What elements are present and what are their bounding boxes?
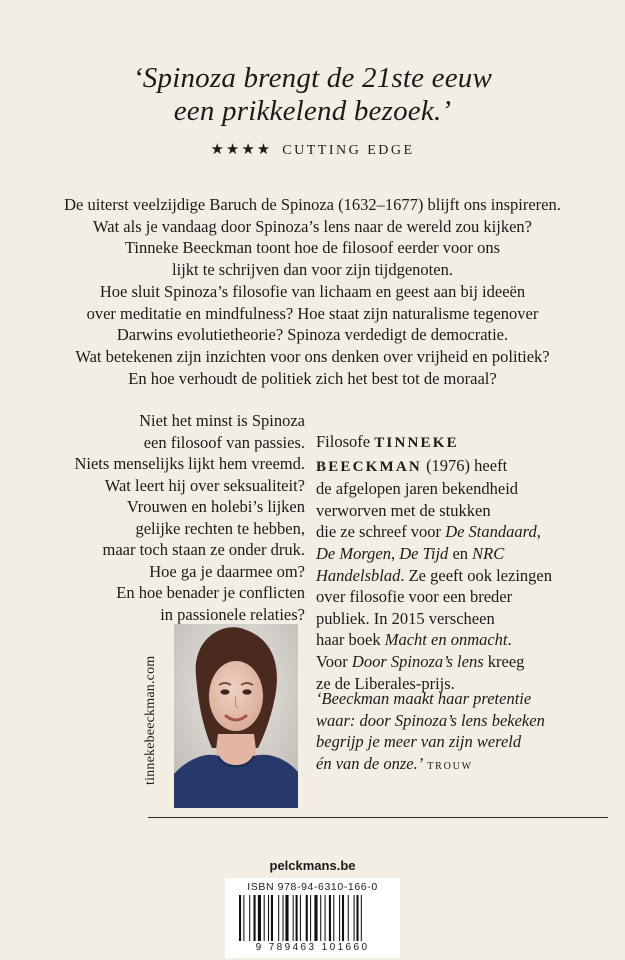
bio-line: de afgelopen jaren bekendheid	[316, 479, 519, 499]
barcode-bar	[354, 895, 355, 941]
bio-text: die ze schreef voor	[316, 522, 446, 542]
author-bio	[316, 431, 616, 694]
bio-text: ,	[391, 543, 400, 563]
book-title: Door Spinoza’s lens	[351, 651, 484, 671]
photo-credit: tinnekebeeckman.com	[143, 655, 158, 785]
barcode-bar	[333, 895, 334, 941]
front-quote-line: ‘Spinoza brengt de 21ste eeuw	[132, 62, 493, 94]
review-quote-line: ‘Beeckman maakt haar pretentie	[316, 689, 532, 708]
newspaper-title: De Morgen	[316, 543, 391, 563]
passions-line: Niets menselijks lijkt hem vreemd.	[74, 454, 305, 473]
newspaper-title: De Standaard	[445, 522, 537, 542]
rating	[0, 140, 625, 159]
bio-text: (1976) heeft	[421, 455, 508, 475]
book-title: Macht en onmacht	[384, 630, 508, 650]
barcode-bar	[348, 895, 349, 941]
barcode-bar	[254, 895, 256, 941]
author-first-name: TINNEKE	[374, 435, 459, 451]
barcode-panel	[225, 878, 400, 958]
barcode-bar	[320, 895, 321, 941]
bio-text: ,	[536, 522, 541, 542]
divider-line	[148, 817, 608, 818]
bio-line	[316, 455, 616, 479]
bio-line: ze de Liberales-prijs.	[316, 673, 455, 693]
author-photo	[174, 624, 298, 808]
review-source: TROUW	[427, 760, 473, 772]
intro-line: lijkt te schrijven dan voor zijn tijdgenoten.	[172, 260, 453, 280]
barcode-bar	[300, 895, 301, 941]
passions-line: En hoe benader je conflicten	[116, 583, 305, 602]
bio-line	[316, 431, 616, 455]
publisher-website: pelckmans.be	[269, 858, 356, 873]
barcode-bar	[249, 895, 250, 941]
bio-text: Filosofe	[316, 432, 375, 451]
front-quote-line: een prikkelend bezoek.’	[173, 95, 452, 127]
bio-line: verworven met de stukken	[316, 500, 491, 520]
intro-line: Wat betekenen zijn inzichten voor ons denken over vrijheid en politiek?	[75, 346, 550, 366]
bio-line	[316, 629, 616, 651]
intro-line: Hoe sluit Spinoza’s filosofie van lichaam en geest aan bij ideeën	[99, 281, 526, 301]
author-last-name: BEECKMAN	[316, 458, 422, 475]
bio-line	[316, 543, 616, 565]
barcode-bar	[339, 895, 340, 941]
barcode-bar	[283, 895, 284, 941]
star-rating-icons: ★★★★	[210, 140, 273, 158]
intro-paragraph	[0, 194, 625, 389]
bio-text: haar boek	[316, 630, 385, 650]
barcode-bar	[271, 895, 273, 941]
intro-line: Wat als je vandaag door Spinoza’s lens naar de wereld zou kijken?	[93, 216, 532, 236]
passions-line: in passionele relaties?	[160, 604, 305, 624]
barcode-bar	[325, 895, 326, 941]
barcode-bar	[329, 895, 331, 941]
barcode-bar	[342, 895, 344, 941]
passions-line: Wat leert hij over seksualiteit?	[104, 475, 305, 495]
passions-line: maar toch staan ze onder druk.	[102, 540, 305, 559]
isbn-label: ISBN 978-94-6310-166-0	[247, 881, 378, 893]
barcode-bar	[243, 895, 244, 941]
intro-line: De uiterst veelzijdige Baruch de Spinoza (1632–1677) blijft ons inspireren.	[64, 195, 561, 214]
intro-line: En hoe verhoudt de politiek zich het best tot de moraal?	[128, 368, 497, 388]
newspaper-title: NRC	[472, 543, 505, 563]
bio-text: kreeg	[483, 651, 525, 671]
bio-line	[316, 651, 616, 673]
review-quote-text: én van de onze.’	[316, 753, 424, 773]
newspaper-title: Handelsblad	[316, 565, 401, 585]
barcode-digits: 9 789463 101660	[255, 942, 370, 953]
passions-line: gelijke rechten te hebben,	[135, 518, 305, 538]
bio-line	[316, 565, 616, 587]
passions-line: Niet het minst is Spinoza	[139, 411, 305, 430]
bio-line: publiek. In 2015 verscheen	[316, 608, 495, 628]
review-quote-line: waar: door Spinoza’s lens bekeken	[316, 710, 545, 730]
review-quote-line: begrijp je meer van zijn wereld	[316, 732, 522, 751]
front-quote	[0, 62, 625, 128]
bio-text: .	[507, 630, 512, 650]
barcode-bar	[361, 895, 362, 941]
barcode-bar	[296, 895, 298, 941]
author-portrait-image	[174, 624, 298, 808]
newspaper-title: De Tijd	[399, 543, 449, 563]
intro-line: over meditatie en mindfulness? Hoe staat zijn naturalisme tegenover	[86, 303, 539, 323]
barcode-bar	[293, 895, 294, 941]
bio-text: Voor	[316, 651, 352, 671]
passions-line: Vrouwen en holebi’s lijken	[126, 497, 305, 516]
barcode-bar	[314, 895, 317, 941]
barcode-bar	[306, 895, 308, 941]
review-quote-line	[316, 753, 616, 778]
bio-text: . Ze geeft ook lezingen	[400, 565, 552, 585]
barcode-bar	[264, 895, 265, 941]
barcode-bar	[310, 895, 311, 941]
barcode-bar	[278, 895, 279, 941]
bio-line	[316, 521, 616, 543]
barcode-bar	[356, 895, 358, 941]
bio-text: en	[448, 543, 473, 563]
barcode-bar	[268, 895, 269, 941]
intro-line: Tinneke Beeckman toont hoe de filosoof eerder voor ons	[124, 238, 501, 258]
rating-source: CUTTING EDGE	[282, 143, 415, 158]
barcode-bar	[239, 895, 241, 941]
barcode-icon	[239, 895, 386, 941]
passions-paragraph	[60, 410, 305, 625]
intro-line: Darwins evolutietheorie? Spinoza verdedigt de democratie.	[116, 325, 509, 345]
passions-line: een filosoof van passies.	[143, 432, 305, 452]
bio-line: over filosofie voor een breder	[316, 587, 513, 607]
review-quote	[316, 688, 616, 777]
barcode-bar	[285, 895, 288, 941]
barcode-bar	[258, 895, 261, 941]
passions-line: Hoe ga je daarmee om?	[149, 561, 305, 581]
